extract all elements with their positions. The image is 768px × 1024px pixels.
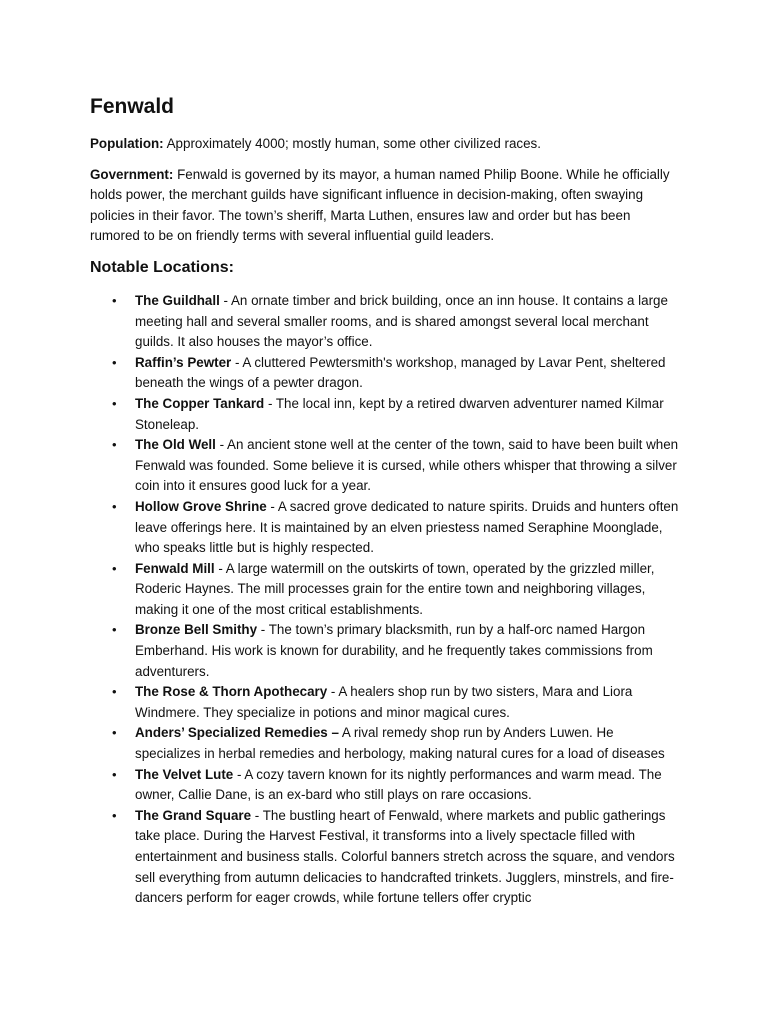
government-label: Government:: [90, 166, 174, 182]
list-item: [90, 394, 680, 435]
location-desc: A rival remedy shop run by Anders Luwen. He specializes in herbal remedies and herbology, making natural cures for a load of diseases: [135, 725, 665, 762]
list-item: [90, 353, 680, 394]
location-desc: - The town’s primary blacksmith, run by a half-orc named Hargon Emberhand. His work is known for durability, and he frequently takes commissions from adventurers.: [135, 622, 653, 679]
page-title: Fenwald: [90, 95, 175, 118]
location-name: The Grand Square: [135, 807, 252, 823]
bullet: •: [112, 395, 117, 411]
population-text: Approximately 4000; mostly human, some other civilized races.: [163, 136, 541, 151]
list-item: [90, 806, 680, 909]
bullet: •: [112, 498, 117, 514]
location-name: Fenwald Mill: [135, 560, 215, 576]
government-paragraph: [90, 165, 680, 247]
bullet: •: [112, 766, 117, 782]
bullet: •: [112, 354, 117, 370]
list-item: [90, 291, 680, 353]
list-item: [90, 682, 680, 723]
location-desc: - The bustling heart of Fenwald, where markets and public gatherings take place. During the Harvest Festival, it transforms into a lively spectacle filled with entertainment and business stalls. Colorful banners stretch across the square, and vendors sell everything from autumn delicacies to handcrafted trinkets. Jugglers, minstrels, and fire-dancers perform for eager crowds, while fortune tellers offer cryptic: [135, 807, 675, 906]
location-desc: - An ornate timber and brick building, once an inn house. It contains a large meeting hall and several smaller rooms, and is shared amongst several local merchant guilds. It also houses the mayor’s office.: [135, 292, 668, 350]
bullet: •: [112, 292, 117, 308]
locations-list: [90, 291, 680, 909]
location-name: The Velvet Lute: [135, 766, 234, 782]
population-label: Population:: [90, 136, 164, 151]
document-page: [90, 92, 680, 909]
bullet: •: [112, 807, 117, 823]
location-desc: - A sacred grove dedicated to nature spirits. Druids and hunters often leave offerings here. It is maintained by an elven priestess named Seraphine Moonglade, who speaks little but is highly respected.: [135, 498, 679, 556]
location-desc: - An ancient stone well at the center of the town, said to have been built when Fenwald was founded. Some believe it is cursed, while others whisper that throwing a silver coin into it ensures good luck for a year.: [135, 437, 679, 494]
location-desc: - A cluttered Pewtersmith's workshop, managed by Lavar Pent, sheltered beneath the wings of a pewter dragon.: [135, 354, 666, 391]
bullet: •: [112, 725, 117, 741]
location-name: Raffin’s Pewter: [135, 354, 232, 370]
location-name: Anders’ Specialized Remedies –: [135, 725, 339, 741]
list-item: [90, 723, 680, 764]
list-item: [90, 765, 680, 806]
list-item: [90, 559, 680, 621]
location-name: The Old Well: [135, 437, 216, 453]
bullet: •: [112, 684, 117, 700]
location-desc: - The local inn, kept by a retired dwarven adventurer named Kilmar Stoneleap.: [135, 395, 664, 432]
location-name: The Rose & Thorn Apothecary: [135, 684, 328, 700]
list-item: [90, 620, 680, 682]
bullet: •: [112, 622, 117, 638]
population-paragraph: [90, 134, 680, 155]
list-item: [90, 435, 680, 497]
government-text: Fenwald is governed by its mayor, a human named Philip Boone. While he officially holds power, the merchant guilds have significant influence in decision-making, often swaying policies in their favor. The town’s sheriff, Marta Luthen, ensures law and order but has been rumored to be on friendly terms with several influential guild leaders.: [90, 166, 670, 244]
location-name: The Guildhall: [135, 292, 220, 308]
location-desc: - A healers shop run by two sisters, Mara and Liora Windmere. They specialize in potions and minor magical cures.: [135, 684, 633, 720]
location-name: The Copper Tankard: [135, 395, 265, 411]
list-item: [90, 497, 680, 559]
location-name: Bronze Bell Smithy: [135, 622, 258, 638]
location-desc: - A large watermill on the outskirts of town, operated by the grizzled miller, Roderic Haynes. The mill processes grain for the entire town and neighboring villages, making it one of the most critical establishments.: [135, 560, 655, 617]
location-name: Hollow Grove Shrine: [135, 498, 267, 514]
locations-heading: Notable Locations:: [90, 258, 235, 276]
bullet: •: [112, 560, 117, 576]
bullet: •: [112, 437, 117, 453]
location-desc: - A cozy tavern known for its nightly performances and warm mead. The owner, Callie Dane, is an ex-bard who still plays on rare occasions.: [135, 766, 662, 803]
